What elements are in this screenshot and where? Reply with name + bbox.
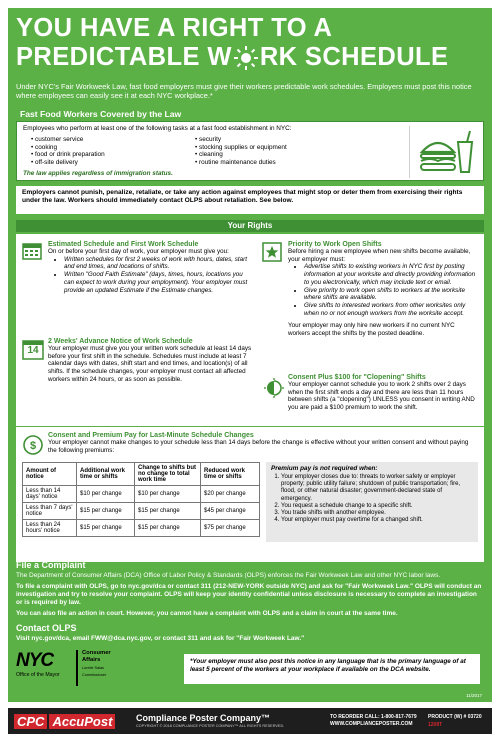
complaint-section — [16, 560, 484, 643]
intro-text: Under NYC's Fair Workweek Law, fast food employers must give their workers predictable work schedules. Employers must post this notice where employees can easily see it at each NYC workplace.* — [16, 82, 472, 101]
table-row — [23, 520, 260, 537]
table-cell: $10 per change — [77, 486, 135, 503]
list-item: • food or drink preparation — [31, 151, 105, 159]
cpc-logo-b: AccuPost — [49, 714, 115, 729]
title-line-2 — [16, 43, 484, 72]
list-item: • Give priority to work open shifts to workers at the worksite where shifts are available. — [304, 287, 478, 302]
page-title — [16, 14, 484, 72]
list-item: • Advertise shifts to existing workers in NYC first by posting information at your worksite and directly providing information to you electronically, which may include text or email. — [304, 263, 478, 286]
half-sun-moon-icon — [263, 378, 285, 398]
list-item: • cleaning — [195, 151, 287, 159]
title-line-1: YOU HAVE A RIGHT TO A — [16, 14, 333, 42]
nyc-logo: NYC — [16, 650, 54, 671]
table-row — [23, 486, 260, 503]
list-item: • routine maintenance duties — [195, 159, 287, 167]
list-item: 1. Your employer closes due to: threats to worker safety or employer property; public utility failure; shutdown of public transportation; fire, flood, or other natural disaster; government-declared state of emergency. — [281, 474, 473, 503]
list-item: • Written "Good Faith Estimate" (days, times, hours, locations you can expect to work during your employment). Your employer must provide an updated Estimate if the Estimate changes. — [64, 271, 248, 294]
table-cell: $15 per change — [135, 520, 201, 537]
advance-notice-body: Your employer must give you your written work schedule at least 14 days before your first shift in the schedule. Schedules must include at least 7 calendar days with dates, shift start and end times, and location(s) of all shifts. If the schedule changes, your employer must contact all affected workers within 24 hours, or as soon as possible. — [48, 345, 252, 383]
list-item: 4. Your employer must pay overtime for a changed shift. — [281, 517, 473, 524]
list-item: • Give shifts to interested workers from other worksites only when no or not enough workers from the worksite accept. — [304, 302, 478, 317]
priority-heading: Priority to Work Open Shifts — [288, 241, 382, 248]
retaliation-notice: Employers cannot punish, penalize, retaliate, or take any action against employees that might stop or deter them from exercising their rights under the law. Workers should immediately contact OLPS about retaliation. See below. — [16, 186, 484, 214]
divider — [76, 650, 78, 686]
contact-heading: Contact OLPS — [16, 623, 77, 633]
table-cell: $20 per change — [201, 486, 260, 503]
priority-section — [288, 241, 478, 338]
table-cell: $15 per change — [77, 520, 135, 537]
table-cell: Less than 7 days' notice — [23, 503, 77, 520]
language-note: *Your employer must also post this notice in any language that is the primary language of at least 5 percent of the workers at your workplace if available on the DCA website. — [184, 654, 480, 684]
list-item: • customer service — [31, 136, 105, 144]
commissioner-name: Lorelei Salas — [82, 666, 104, 671]
list-item: • security — [195, 136, 287, 144]
premium-body: Your employer cannot make changes to your schedule less than 14 days before the change is effective without your written consent and without paying the following premiums: — [48, 439, 469, 454]
advance-notice-heading: 2 Weeks' Advance Notice of Work Schedule — [48, 338, 193, 345]
dollar-clock-icon — [22, 434, 44, 456]
list-item: • cooking — [31, 144, 105, 152]
nyc-panel — [16, 650, 484, 698]
title-line-2-b: RK SCHEDULE — [259, 43, 449, 71]
table-cell: $10 per change — [135, 486, 201, 503]
premium-not-required-box — [266, 462, 478, 542]
website-link[interactable]: WWW.COMPLIANCEPOSTER.COM — [330, 721, 413, 727]
title-line-2-a: PREDICTABLE W — [16, 43, 232, 71]
priority-footer: Your employer may only hire new workers if no current NYC workers accept the shifts by the posted deadline. — [288, 322, 455, 338]
premium-pay-table — [22, 462, 260, 537]
your-rights-heading: Your Rights — [16, 220, 484, 232]
estimated-schedule-section — [48, 241, 248, 294]
fast-food-lead: Employees who perform at least one of the following tasks at a fast food establishment in NYC: — [23, 125, 292, 132]
your-rights-box — [16, 234, 484, 562]
fast-food-tasks-col1 — [31, 136, 105, 166]
calendar-number: 14 — [27, 345, 39, 356]
table-cell: Less than 24 hours' notice — [23, 520, 77, 537]
table-cell: $15 per change — [135, 503, 201, 520]
complaint-p1: The Department of Consumer Affairs (DCA) Office of Labor Policy & Standards (OLPS) enforces the Fair Workweek Law and other NYC labor laws. — [16, 572, 441, 579]
product-sku: 1208T — [428, 722, 443, 728]
table-header: Additional work time or shifts — [77, 463, 135, 486]
clopening-body: Your employer cannot schedule you to work 2 shifts over 2 days when the first shift ends a day and there are less than 11 hours between shifts (a "clopening") UNLESS you consent in writing AND you are paid a $100 premium to work the shift. — [288, 381, 475, 412]
dca-logo — [82, 650, 111, 678]
divider — [16, 426, 484, 427]
complaint-p3: You can also file an action in court. However, you cannot have a complaint with OLPS and a claim in court at the same time. — [16, 610, 398, 617]
reorder-phone: TO REORDER CALL: 1-800-817-7679 — [330, 714, 417, 720]
reorder-info — [330, 714, 417, 728]
not-required-heading: Premium pay is not required when: — [271, 465, 378, 472]
table-header: Reduced work time or shifts — [201, 463, 260, 486]
estimated-schedule-body: On or before your first day of work, your employer must give you: — [48, 248, 229, 255]
list-item: 3. You trade shifts with another employee. — [281, 510, 473, 517]
cpc-logo — [14, 712, 115, 730]
fast-food-tasks-col2 — [195, 136, 287, 166]
star-icon — [262, 242, 282, 262]
immigration-note: The law applies regardless of immigration status. — [23, 170, 173, 177]
svg-text:$: $ — [29, 440, 37, 452]
fast-food-box — [16, 121, 484, 181]
calendar-grid-icon — [22, 242, 42, 260]
list-item: 2. You request a schedule change to a specific shift. — [281, 503, 473, 510]
table-row — [23, 503, 260, 520]
poster — [8, 8, 492, 702]
product-info — [428, 713, 482, 729]
fast-food-heading: Fast Food Workers Covered by the Law — [20, 109, 182, 119]
cpc-logo-a: CPC — [14, 714, 47, 729]
list-item: • stocking supplies or equipment — [195, 144, 287, 152]
clopening-section — [288, 374, 478, 412]
product-number: PRODUCT (W) # 03720 — [428, 714, 482, 720]
table-header: Amount of notice — [23, 463, 77, 486]
dca-line: Consumer — [82, 650, 111, 656]
list-item: • off-site delivery — [31, 159, 105, 167]
table-cell: $75 per change — [201, 520, 260, 537]
commissioner-title: Commissioner — [82, 672, 107, 677]
dca-line: Affairs — [82, 656, 101, 663]
priority-body: Before hiring a new employee when new shifts become available, your employer must: — [288, 248, 471, 263]
office-of-mayor: Office of the Mayor — [16, 672, 60, 678]
form-code: 11/2017 — [466, 693, 482, 698]
sun-icon — [233, 45, 259, 71]
premium-heading: Consent and Premium Pay for Last-Minute Schedule Changes — [48, 432, 254, 439]
complaint-heading: File a Complaint — [16, 560, 86, 570]
list-item: • Written schedules for first 2 weeks of work with hours, dates, start and end times, and locations of shifts. — [64, 256, 248, 271]
table-header: Change to shifts but no change to total work time — [135, 463, 201, 486]
clopening-heading: Consent Plus $100 for "Clopening" Shifts — [288, 374, 426, 381]
contact-body: Visit nyc.gov/dca, email FWW@dca.nyc.gov, or contact 311 and ask for "Fair Workweek Law." — [16, 635, 305, 642]
premium-section — [48, 432, 478, 454]
complaint-p2: To file a complaint with OLPS, go to nyc.gov/dca or contact 311 (212-NEW-YORK outside NYC) and ask for "Fair Workweek Law." OLPS will conduct an investigation and try to resolve your complaint. OLPS will keep your identity confidential unless disclosure is necessary to complete an investigation or is required by law. — [16, 583, 482, 606]
company-name: Compliance Poster Company™ — [136, 713, 271, 723]
vendor-bar — [8, 708, 492, 734]
estimated-schedule-heading: Estimated Schedule and First Work Schedule — [48, 241, 199, 248]
advance-notice-section — [48, 338, 253, 384]
table-header-row — [23, 463, 260, 486]
table-cell: $15 per change — [77, 503, 135, 520]
copyright: COPYRIGHT © 2018 COMPLIANCE POSTER COMPANY™ ALL RIGHTS RESERVED. — [136, 724, 285, 728]
burger-drink-icon — [409, 126, 479, 178]
table-cell: $45 per change — [201, 503, 260, 520]
table-cell: Less than 14 days' notice — [23, 486, 77, 503]
